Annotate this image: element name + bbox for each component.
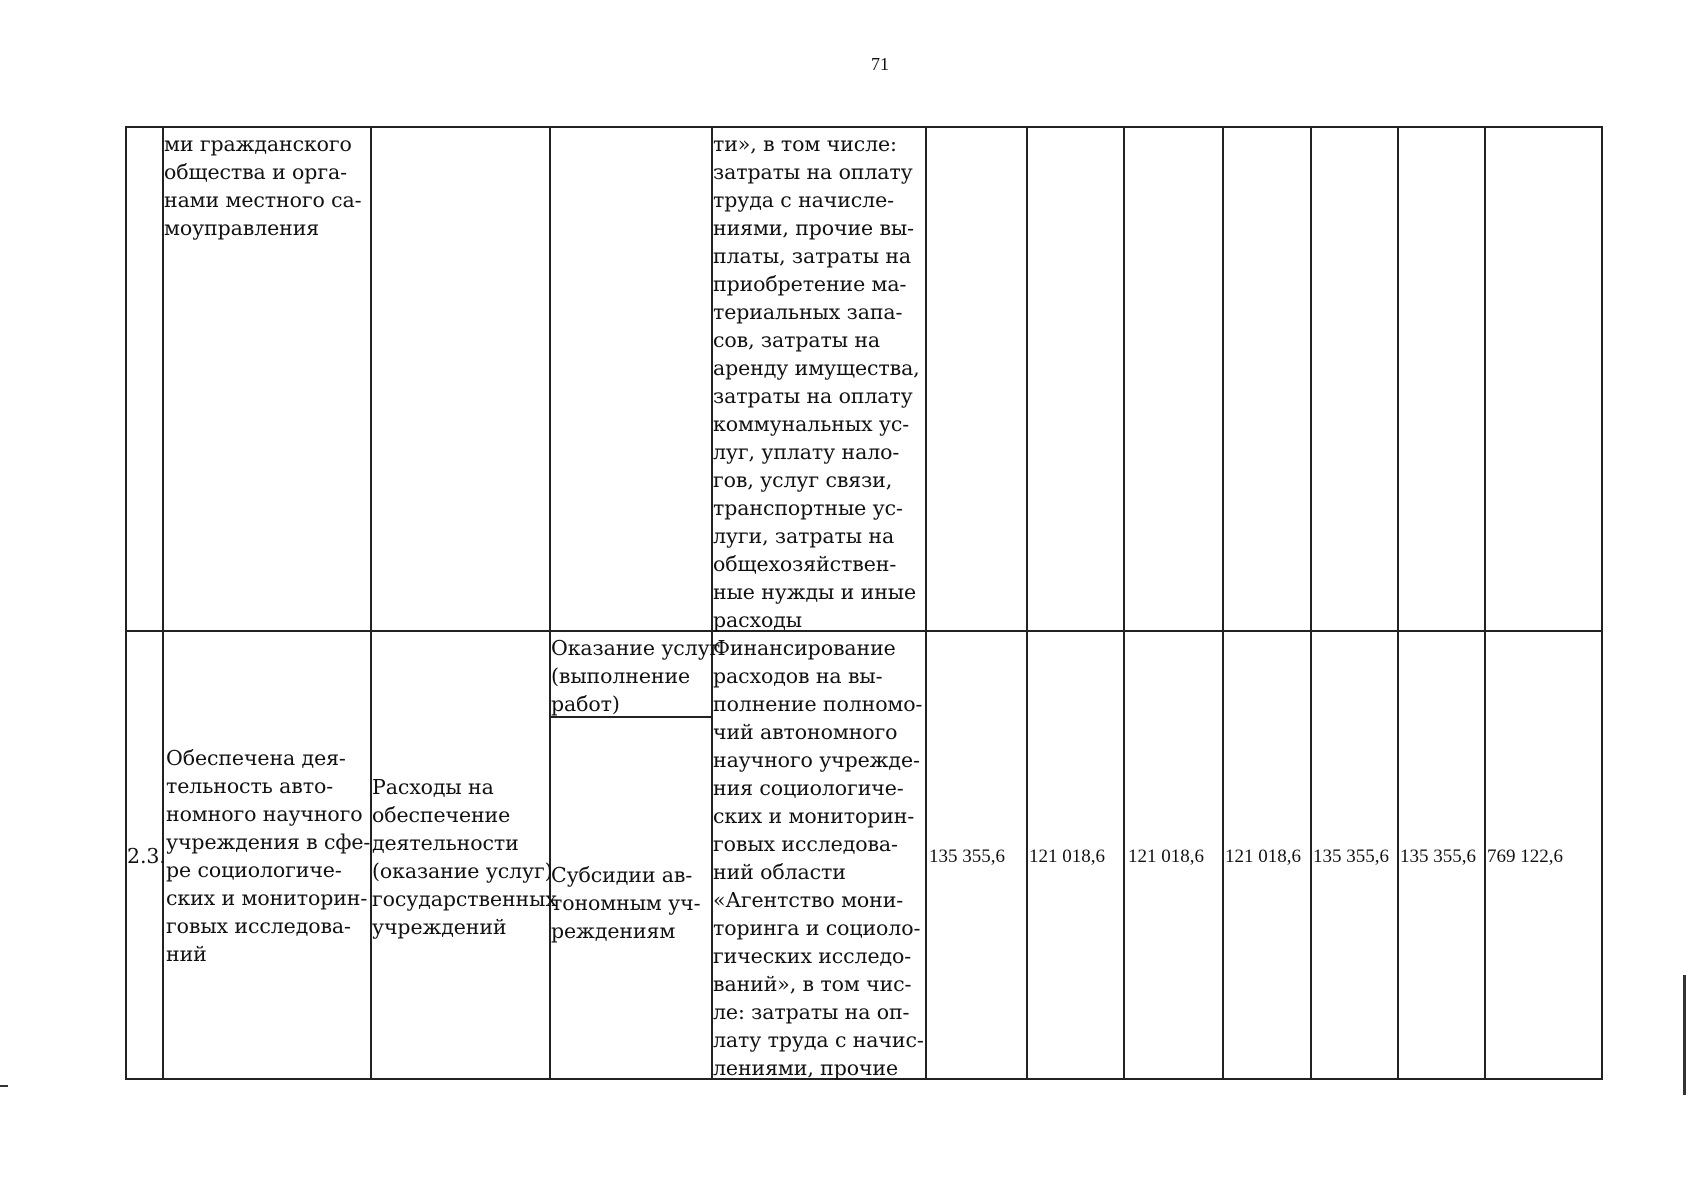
col-border-right: [1601, 126, 1603, 1080]
row-name-cell: Обеспечена дея- тельность авто- номного научного учреждения в сфе- ре социологиче- ских и мониторин- говых исследова- ний: [166, 746, 371, 966]
value-cell-5: 135 355,6: [1313, 846, 1389, 867]
value-cell-3: 121 018,6: [1128, 846, 1204, 867]
row-type-top-cell: Оказание услуг (выполнение работ): [551, 636, 721, 716]
col-border-value-2: [1123, 126, 1125, 1080]
row-number-cell: 2.3.: [127, 844, 166, 868]
col-border-number: [162, 126, 164, 1080]
table-top-border: [125, 126, 1603, 128]
continuation-name-cell: ми гражданского общества и орга- нами местного са- моуправления: [164, 132, 362, 240]
value-cell-7: 769 122,6: [1487, 846, 1563, 867]
col-border-value-5: [1397, 126, 1399, 1080]
scan-edge-mark-right: [1683, 975, 1686, 1095]
col-border-value-3: [1222, 126, 1224, 1080]
value-cell-2: 121 018,6: [1029, 846, 1105, 867]
continuation-description-cell: ти», в том числе: затраты на оплату труда с начисле- ниями, прочие вы- платы, затраты на приобретение ма- териальных запа- сов, затраты на аренду имущества, затраты на оплату коммунальных ус- луг, уплату нало- гов, услуг связи, транспортные ус- луги, затраты на общехозяйствен- ные нужды и иные расходы: [713, 132, 920, 632]
value-cell-4: 121 018,6: [1225, 846, 1301, 867]
col-border-value-6: [1484, 126, 1486, 1080]
row-description-cell: Финансирование расходов на вы- полнение полномо- чий автономного научного учрежде- ния социологиче- ских и мониторин- говых исследова- ний области «Агентство мони- торинга и социоло- гических исследо- ваний», в том чис- ле: затраты на оп- лату труда с начис- лениями, прочие: [713, 636, 924, 1080]
col-border-description: [925, 126, 927, 1080]
row-expense-cell: Расходы на обеспечение деятельности (оказание услуг) государственных учреждений: [372, 775, 557, 939]
row-type-bottom-cell: Субсидии ав- тономным уч- реждениям: [551, 863, 701, 943]
value-cell-1: 135 355,6: [929, 846, 1005, 867]
col-border-left: [125, 126, 127, 1080]
col-border-value-4: [1310, 126, 1312, 1080]
scan-edge-mark-left: [0, 1085, 8, 1087]
page-number: 71: [871, 54, 889, 74]
value-cell-6: 135 355,6: [1400, 846, 1476, 867]
col-border-value-1: [1026, 126, 1028, 1080]
